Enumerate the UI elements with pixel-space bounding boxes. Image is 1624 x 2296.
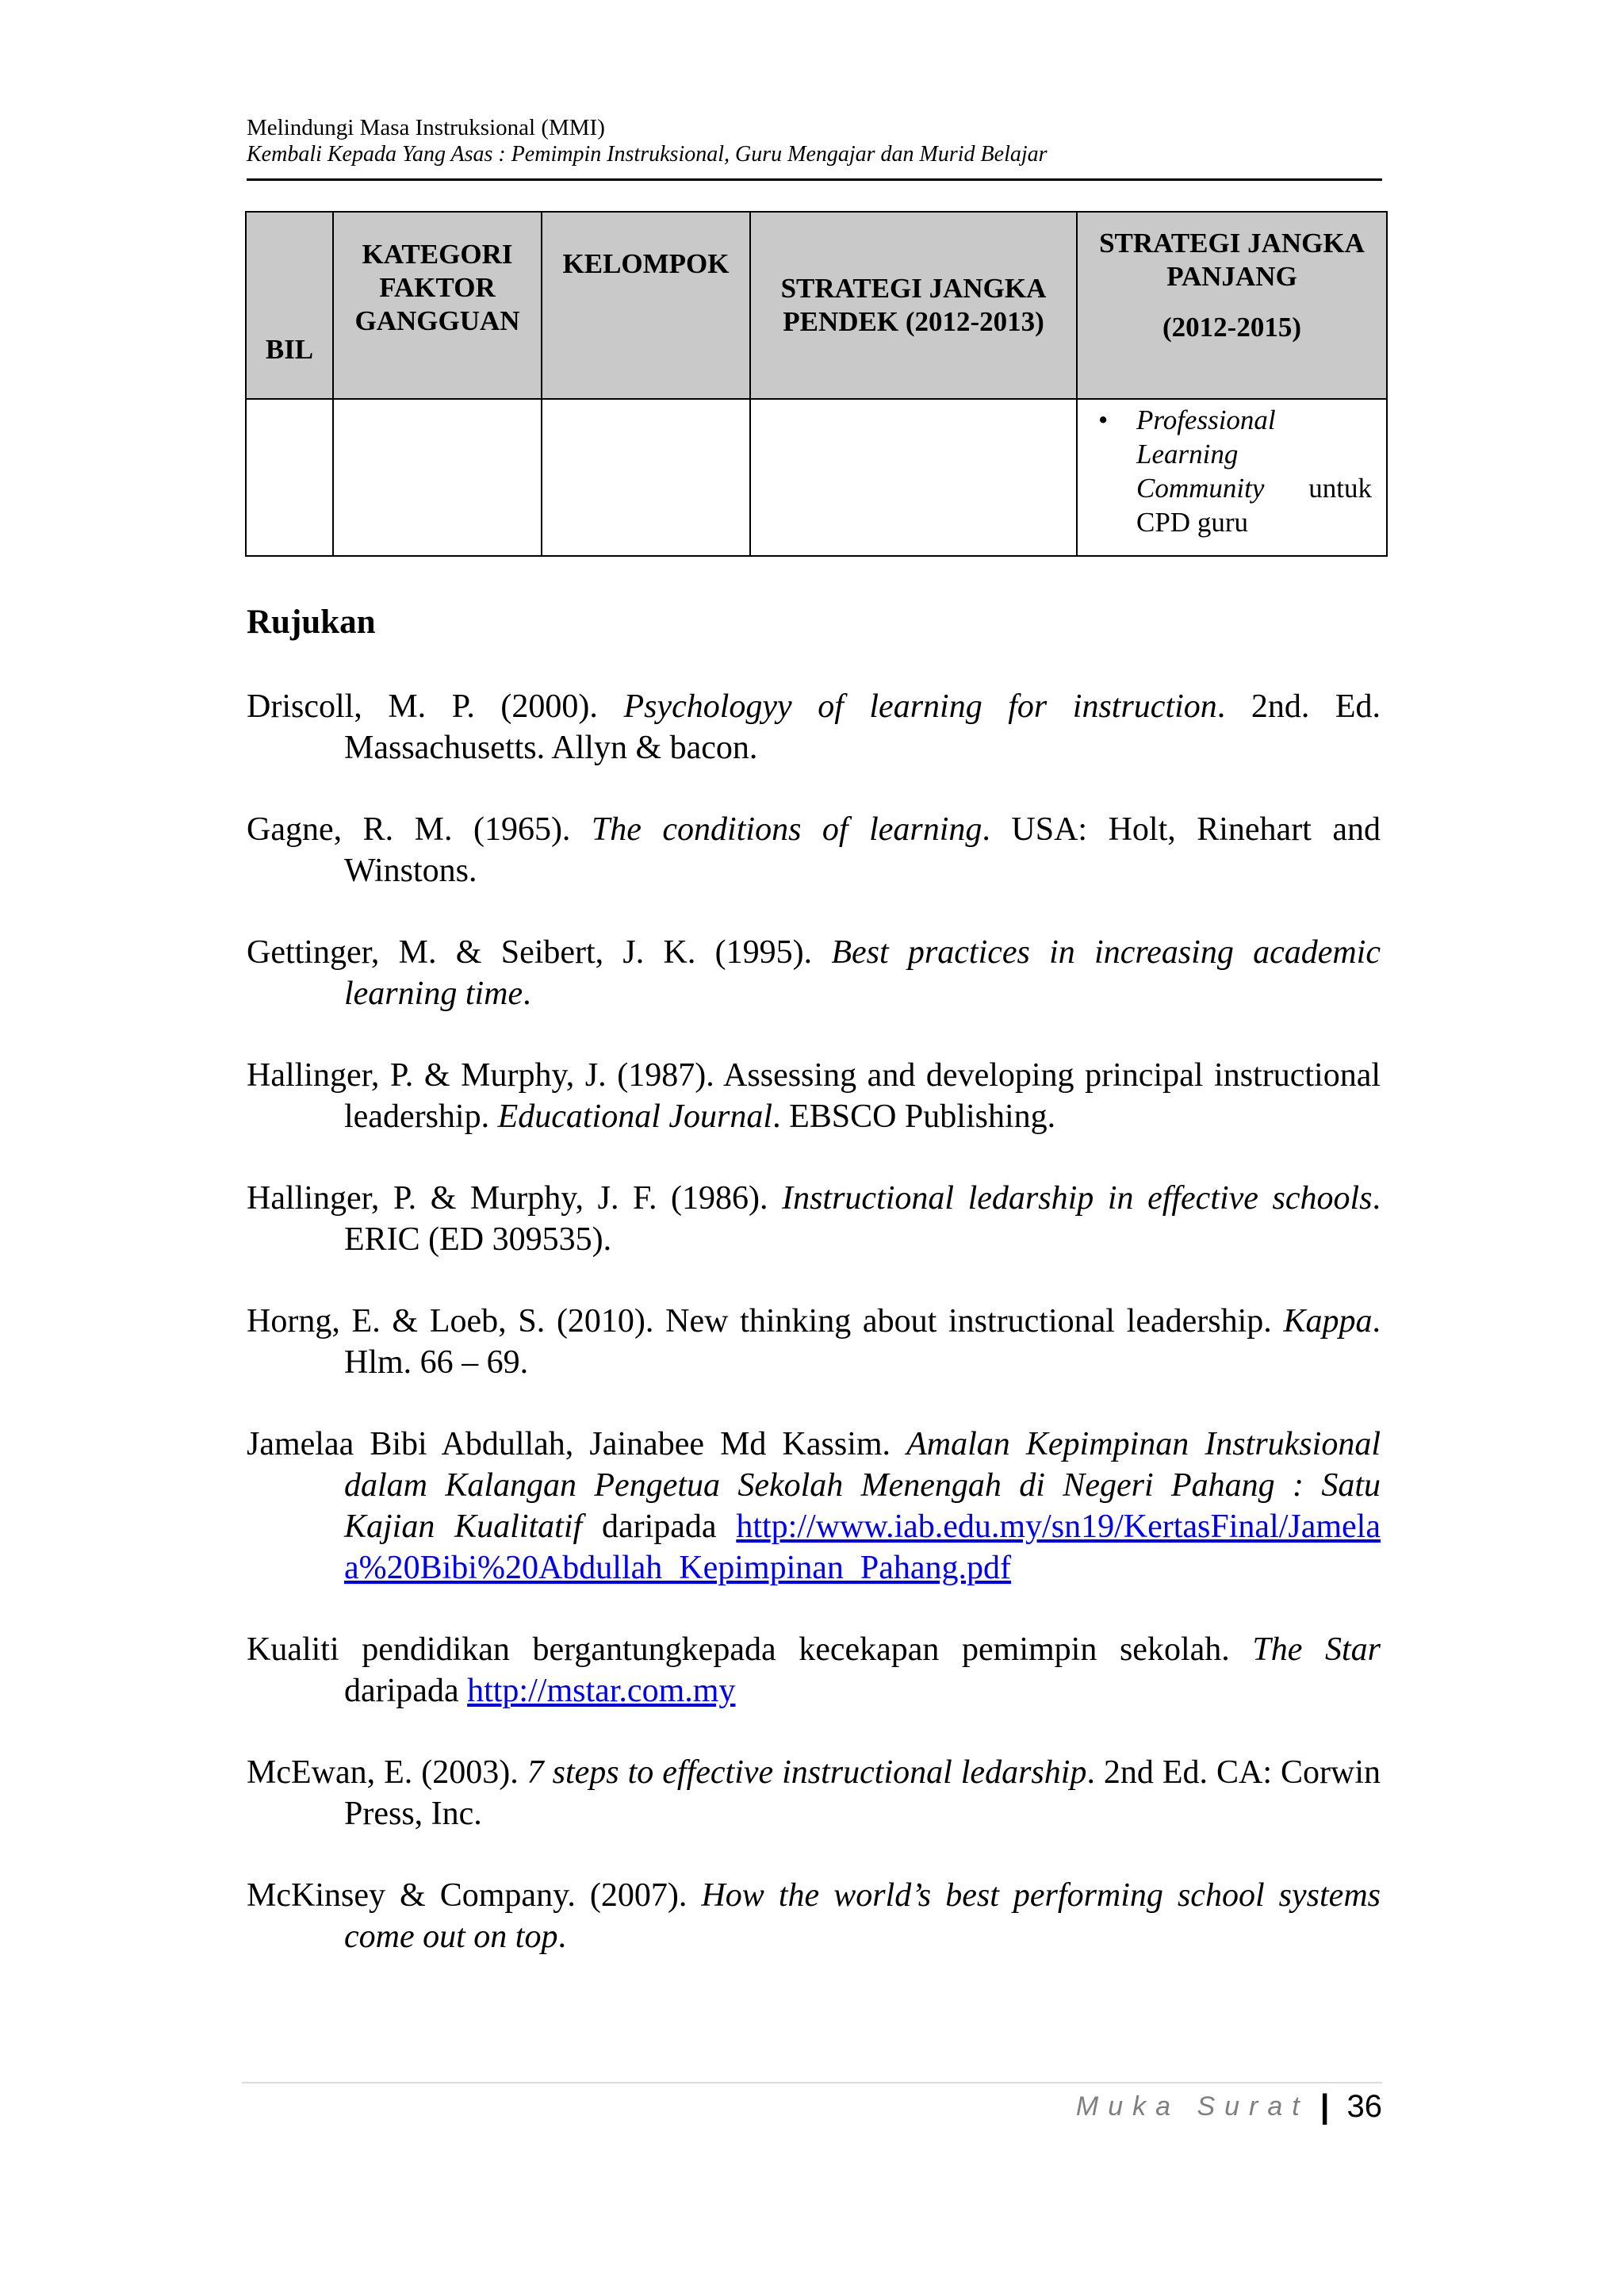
header-cell-bil: BIL xyxy=(246,212,333,399)
reference-link[interactable]: http://mstar.com.my xyxy=(467,1673,736,1709)
page-footer xyxy=(1076,2087,1382,2125)
header-cell-strategi-panjang xyxy=(1077,212,1387,399)
reference-item: Gettinger, M. & Seibert, J. K. (1995). Best practices in increasing academic learning time. xyxy=(247,934,1381,1012)
reference-item: McKinsey & Company. (2007). How the world’s best performing school systems come out on top. xyxy=(247,1877,1381,1955)
reference-item: Kualiti pendidikan bergantungkepada kecekapan pemimpin sekolah. The Star daripada http://mstar.com.my xyxy=(247,1631,1381,1709)
reference-list xyxy=(247,686,1381,1998)
section-title-rujukan: Rujukan xyxy=(247,604,376,641)
reference-item: Horng, E. & Loeb, S. (2010). New thinking about instructional leadership. Kappa. Hlm. 66 – 69. xyxy=(247,1303,1381,1381)
table-cell-strategi-panjang xyxy=(1077,399,1387,556)
list-item xyxy=(1078,400,1386,539)
plc-purpose: untuk CPD guru xyxy=(1136,473,1372,538)
header-cell-strategi-pendek: STRATEGI JANGKA PENDEK (2012-2013) xyxy=(750,212,1077,399)
table-cell-bil xyxy=(246,399,333,556)
table-row xyxy=(246,399,1387,556)
reference-item: Hallinger, P. & Murphy, J. (1987). Assessing and developing principal instructional leadership. Educational Journal. EBSCO Publishing. xyxy=(247,1057,1381,1135)
page-number: 36 xyxy=(1346,2088,1382,2124)
running-header xyxy=(247,114,1382,168)
table-cell-strategi-pendek xyxy=(750,399,1077,556)
strategy-table xyxy=(245,211,1388,557)
reference-item: Driscoll, M. P. (2000). Psychologyy of learning for instruction. 2nd. Ed. Massachusetts. Allyn & bacon. xyxy=(247,688,1381,766)
header-subtitle: Kembali Kepada Yang Asas : Pemimpin Instruksional, Guru Mengajar dan Murid Belajar xyxy=(247,142,1048,167)
plc-term: Professional Learning Community xyxy=(1136,404,1276,504)
header-divider xyxy=(247,178,1382,181)
reference-item: Jamelaa Bibi Abdullah, Jainabee Md Kassim. Amalan Kepimpinan Instruksional dalam Kalangan Pengetua Sekolah Menengah di Negeri Pahang : Satu Kajian Kualitatif daripada http://www.iab.edu.my/sn19/KertasFinal/Jamelaa%20Bibi%20Abdullah_Kepimpinan_Pahang.pdf xyxy=(247,1426,1381,1586)
footer-label: Muka Surat xyxy=(1075,2091,1309,2122)
reference-link[interactable]: http://www.iab.edu.my/sn19/KertasFinal/Jamelaa%20Bibi%20Abdullah_Kepimpinan_Pahang.pdf xyxy=(344,1508,1381,1586)
reference-item: McEwan, E. (2003). 7 steps to effective instructional ledarship. 2nd Ed. CA: Corwin Press, Inc. xyxy=(247,1754,1381,1832)
bullet-icon: • xyxy=(1098,404,1109,435)
footer-separator: | xyxy=(1320,2087,1330,2125)
header-strategi-panjang-years: (2012-2015) xyxy=(1162,312,1301,343)
header-cell-kelompok: KELOMPOK xyxy=(542,212,750,399)
header-title: Melindungi Masa Instruksional (MMI) xyxy=(247,115,605,140)
table-cell-kategori xyxy=(333,399,542,556)
footer-divider xyxy=(242,2082,1382,2083)
header-cell-kategori: KATEGORI FAKTOR GANGGUAN xyxy=(333,212,542,399)
header-strategi-panjang-label: STRATEGI JANGKA PANJANG xyxy=(1099,228,1365,292)
reference-item: Gagne, R. M. (1965). The conditions of learning. USA: Holt, Rinehart and Winstons. xyxy=(247,811,1381,889)
table-cell-kelompok xyxy=(542,399,750,556)
reference-item: Hallinger, P. & Murphy, J. F. (1986). Instructional ledarship in effective schools. ERIC (ED 309535). xyxy=(247,1180,1381,1258)
table-header-row xyxy=(246,212,1387,399)
